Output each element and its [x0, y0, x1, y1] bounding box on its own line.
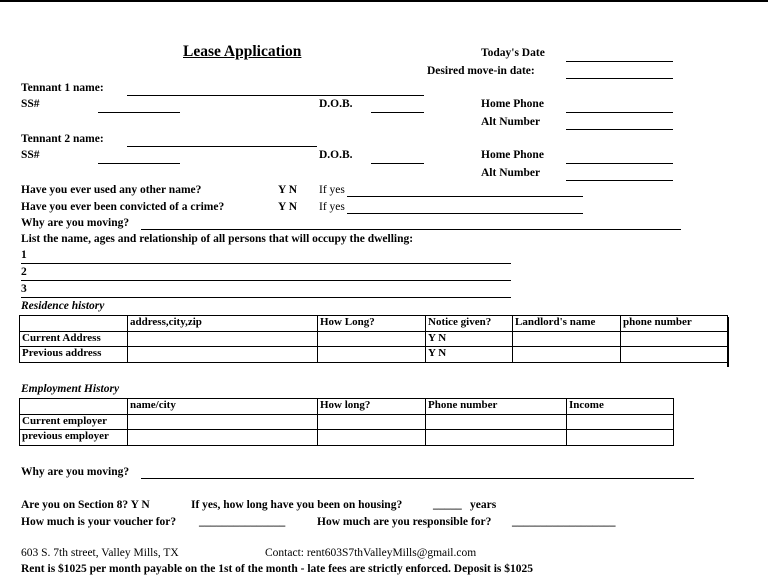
- phone-cell[interactable]: [621, 347, 728, 363]
- table-header-row: [20, 399, 674, 415]
- table-header-cell: Phone number: [426, 399, 567, 415]
- table-header-cell: How long?: [318, 399, 426, 415]
- occupant-2-field[interactable]: [21, 280, 511, 281]
- table-header-cell: Landlord's name: [513, 316, 621, 332]
- employment-history-heading: Employment History: [21, 383, 120, 395]
- top-border: [0, 0, 768, 2]
- move-in-date-field[interactable]: [566, 78, 673, 79]
- other-name-question: Have you ever used any other name?: [21, 184, 202, 196]
- why-moving-field-2[interactable]: [141, 478, 694, 479]
- residence-history-table: [19, 315, 728, 363]
- notice-yn-cell[interactable]: Y N: [426, 347, 513, 363]
- landlord-cell[interactable]: [513, 347, 621, 363]
- table-row: [20, 430, 674, 446]
- tenant1-name-field[interactable]: [127, 95, 424, 96]
- table-header-cell: address,city,zip: [128, 316, 318, 332]
- property-address: 603 S. 7th street, Valley Mills, TX: [21, 547, 179, 559]
- tenant2-name-field[interactable]: [127, 146, 317, 147]
- table-header-cell: Income: [567, 399, 674, 415]
- convicted-question: Have you ever been convicted of a crime?: [21, 201, 225, 213]
- phone-cell[interactable]: [621, 331, 728, 347]
- voucher-question: How much is your voucher for?: [21, 516, 177, 528]
- why-moving-field[interactable]: [141, 229, 681, 230]
- tenant1-dob-field[interactable]: [371, 112, 424, 113]
- row-label: Current Address: [20, 331, 128, 347]
- table-shadow: [727, 317, 729, 367]
- tenant1-name-label: Tennant 1 name:: [21, 82, 104, 94]
- tenant2-ss-label: SS#: [21, 149, 40, 161]
- occupant-number-2: 2: [21, 266, 27, 278]
- tenant2-ss-field[interactable]: [98, 163, 180, 164]
- tenant1-ss-label: SS#: [21, 98, 40, 110]
- phone-cell[interactable]: [426, 414, 567, 430]
- table-header-row: [20, 316, 728, 332]
- occupant-1-field[interactable]: [21, 263, 511, 264]
- table-header-cell: How Long?: [318, 316, 426, 332]
- convicted-if-yes-label: If yes: [319, 201, 345, 213]
- other-name-yn[interactable]: Y N: [278, 184, 298, 196]
- years-label: years: [470, 499, 497, 511]
- tenant1-alt-number-field[interactable]: [566, 129, 673, 130]
- table-row: [20, 331, 728, 347]
- residence-history-heading: Residence history: [21, 300, 105, 312]
- how-long-cell[interactable]: [318, 331, 426, 347]
- page-title: Lease Application: [183, 43, 302, 60]
- landlord-cell[interactable]: [513, 331, 621, 347]
- name-city-cell[interactable]: [128, 414, 318, 430]
- todays-date-label: Today's Date: [481, 47, 545, 59]
- occupant-number-3: 3: [21, 283, 27, 295]
- table-header-cell: [20, 399, 128, 415]
- convicted-if-yes-field[interactable]: [347, 213, 583, 214]
- notice-yn-cell[interactable]: Y N: [426, 331, 513, 347]
- tenant2-dob-field[interactable]: [371, 163, 424, 164]
- why-moving-label-2: Why are you moving?: [21, 466, 130, 478]
- table-header-cell: Notice given?: [426, 316, 513, 332]
- other-name-if-yes-label: If yes: [319, 184, 345, 196]
- housing-question: If yes, how long have you been on housing?: [191, 499, 403, 511]
- address-cell[interactable]: [128, 347, 318, 363]
- tenant2-home-phone-label: Home Phone: [481, 149, 544, 161]
- other-name-if-yes-field[interactable]: [347, 196, 583, 197]
- table-header-cell: name/city: [128, 399, 318, 415]
- address-cell[interactable]: [128, 331, 318, 347]
- how-long-cell[interactable]: [318, 430, 426, 446]
- tenant2-home-phone-field[interactable]: [566, 163, 673, 164]
- tenant2-alt-number-label: Alt Number: [481, 167, 541, 179]
- table-header-cell: [20, 316, 128, 332]
- row-label: Current employer: [20, 414, 128, 430]
- table-row: [20, 347, 728, 363]
- move-in-date-label: Desired move-in date:: [427, 65, 535, 77]
- todays-date-field[interactable]: [566, 61, 673, 62]
- row-label: previous employer: [20, 430, 128, 446]
- income-cell[interactable]: [567, 414, 674, 430]
- voucher-field[interactable]: _______________: [199, 516, 286, 528]
- occupant-number-1: 1: [21, 249, 27, 261]
- how-long-cell[interactable]: [318, 414, 426, 430]
- tenant2-dob-label: D.O.B.: [319, 149, 353, 161]
- responsible-question: How much are you responsible for?: [317, 516, 492, 528]
- income-cell[interactable]: [567, 430, 674, 446]
- tenant1-ss-field[interactable]: [98, 112, 180, 113]
- row-label: Previous address: [20, 347, 128, 363]
- occupant-3-field[interactable]: [21, 297, 511, 298]
- table-row: [20, 414, 674, 430]
- tenant1-home-phone-label: Home Phone: [481, 98, 544, 110]
- convicted-yn[interactable]: Y N: [278, 201, 298, 213]
- tenant1-home-phone-field[interactable]: [566, 112, 673, 113]
- contact-email: Contact: rent603S7thValleyMills@gmail.com: [265, 547, 477, 559]
- why-moving-label: Why are you moving?: [21, 217, 130, 229]
- responsible-field[interactable]: __________________: [512, 516, 616, 528]
- tenant1-dob-label: D.O.B.: [319, 98, 353, 110]
- occupants-label: List the name, ages and relationship of all persons that will occupy the dwelling:: [21, 233, 414, 245]
- table-header-cell: phone number: [621, 316, 728, 332]
- section8-question[interactable]: Are you on Section 8? Y N: [21, 499, 150, 511]
- name-city-cell[interactable]: [128, 430, 318, 446]
- housing-duration-field[interactable]: _____: [433, 499, 462, 511]
- tenant1-alt-number-label: Alt Number: [481, 116, 541, 128]
- rent-notice: Rent is $1025 per month payable on the 1st of the month - late fees are strictly enforced. Deposit is $1025: [21, 563, 534, 575]
- phone-cell[interactable]: [426, 430, 567, 446]
- tenant2-alt-number-field[interactable]: [566, 180, 673, 181]
- employment-history-table: [19, 398, 674, 446]
- how-long-cell[interactable]: [318, 347, 426, 363]
- tenant2-name-label: Tennant 2 name:: [21, 133, 104, 145]
